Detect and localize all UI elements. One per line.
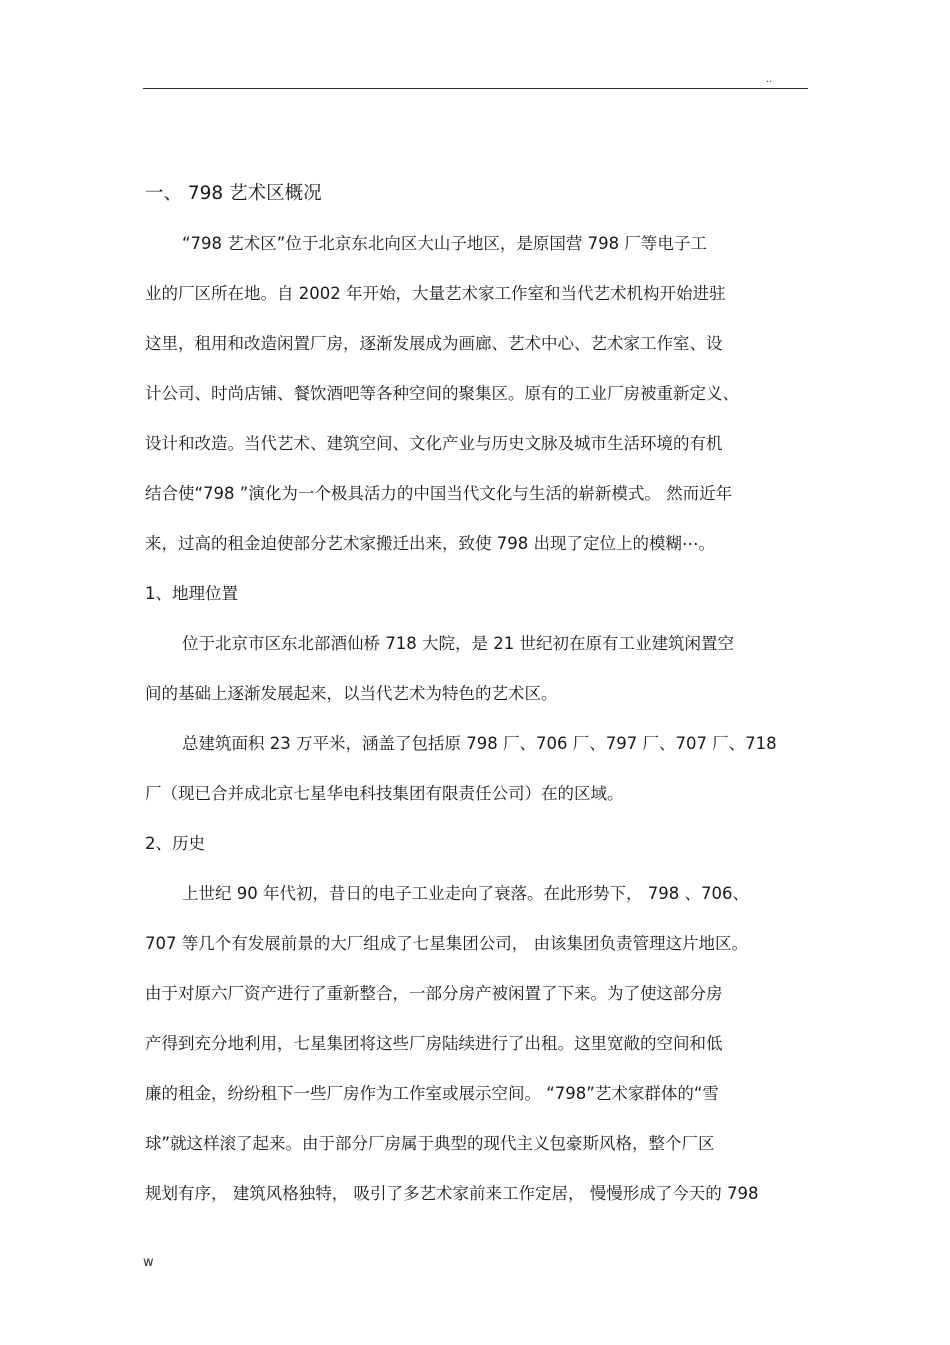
footer-mark: w [143,1255,154,1270]
section-heading: 一、 798 艺术区概况 [145,183,322,204]
body-line: 707 等几个有发展前景的大厂组成了七星集团公司， 由该集团负责管理这片地区。 [145,934,748,953]
body-line: 间的基础上逐渐发展起来，以当代艺术为特色的艺术区。 [145,684,558,703]
body-line: 位于北京市区东北部酒仙桥 718 大院，是 21 世纪初在原有工业建筑闲置空 [182,634,734,653]
body-line: 规划有序， 建筑风格独特， 吸引了多艺术家前来工作定居， 慢慢形成了今天的 798 [145,1184,759,1203]
body-line: 结合使“798 ”演化为一个极具活力的中国当代文化与生活的崭新模式。 然而近年 [145,484,733,503]
body-line: 设计和改造。当代艺术、建筑空间、文化产业与历史文脉及城市生活环境的有机 [145,434,723,453]
body-line: 上世纪 90 年代初，昔日的电子工业走向了衰落。在此形势下， 798 、706、 [182,884,749,903]
body-line: 球”就这样滚了起来。由于部分厂房属于典型的现代主义包豪斯风格，整个厂区 [145,1134,715,1153]
body-line: 业的厂区所在地。自 2002 年开始，大量艺术家工作室和当代艺术机构开始进驻 [145,284,726,303]
body-line: 总建筑面积 23 万平米，涵盖了包括原 798 厂、706 厂、797 厂、707 厂、718 [182,734,777,753]
subheading-history: 2、历史 [145,834,205,853]
body-line: 廉的租金，纷纷租下一些厂房作为工作室或展示空间。 “798”艺术家群体的“雪 [145,1084,719,1103]
subheading-location: 1、地理位置 [145,584,238,603]
body-line: 产得到充分地利用，七星集团将这些厂房陆续进行了出租。这里宽敞的空间和低 [145,1034,723,1053]
header-rule [143,88,808,89]
header-mark: .. [766,74,773,85]
body-line: 计公司、时尚店铺、餐饮酒吧等各种空间的聚集区。原有的工业厂房被重新定义、 [145,384,739,403]
body-line: 来，过高的租金迫使部分艺术家搬迁出来，致使 798 出现了定位上的模糊⋯。 [145,534,715,553]
body-line: “798 艺术区”位于北京东北向区大山子地区，是原国营 798 厂等电子工 [182,234,707,253]
body-line: 厂（现已合并成北京七星华电科技集团有限责任公司）在的区域。 [145,784,624,803]
body-line: 这里，租用和改造闲置厂房，逐渐发展成为画廊、艺术中心、艺术家工作室、设 [145,334,723,353]
body-line: 由于对原六厂资产进行了重新整合，一部分房产被闲置了下来。为了使这部分房 [145,984,723,1003]
